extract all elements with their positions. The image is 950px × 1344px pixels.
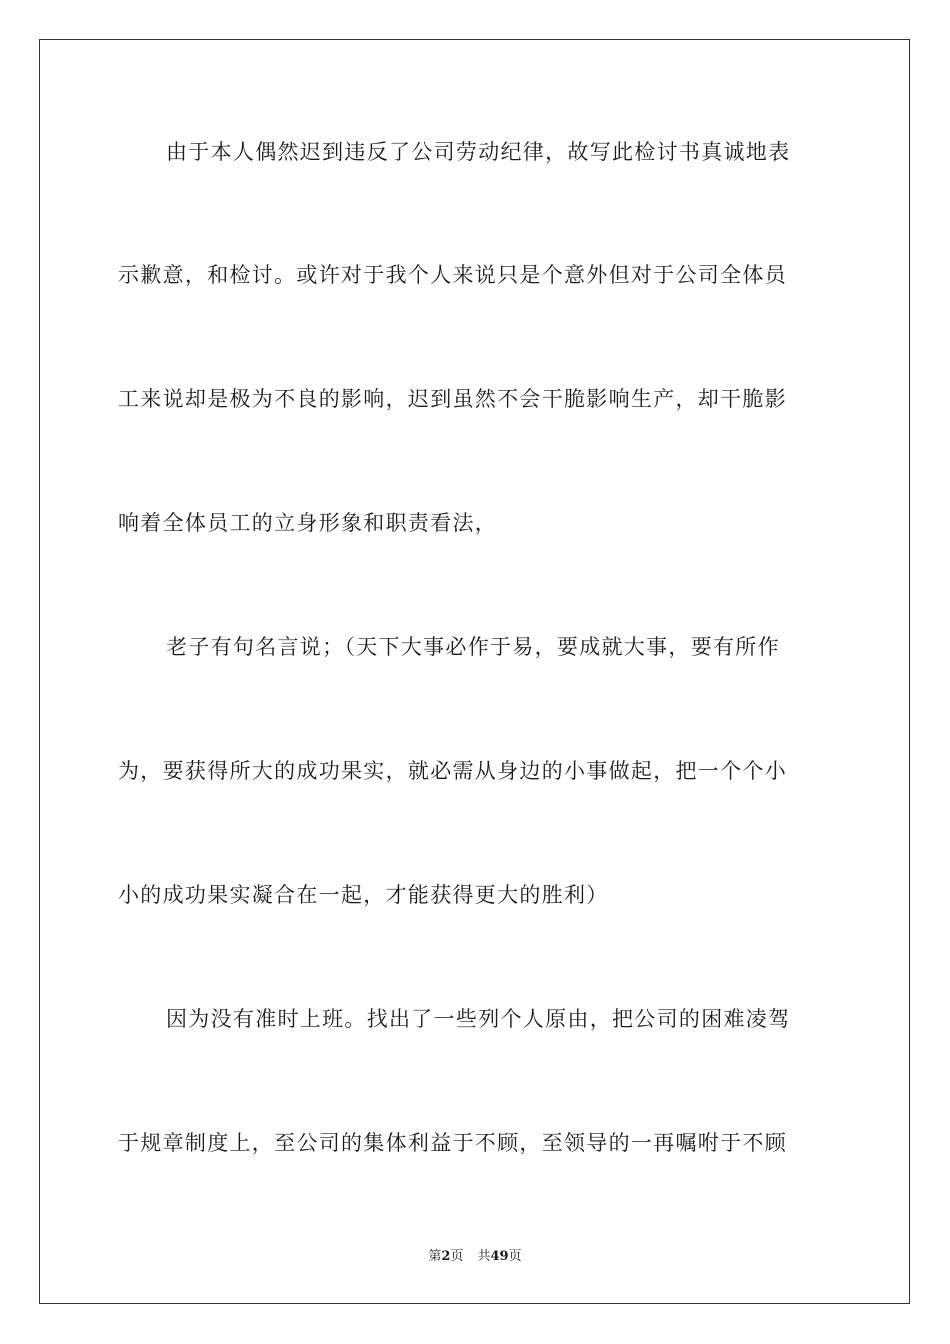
page-number: 2: [441, 1249, 451, 1264]
total-pages: 49: [490, 1249, 509, 1264]
paragraph-line: 示歉意，和检讨。或许对于我个人来说只是个意外但对于公司全体员: [118, 263, 787, 287]
total-prefix: 共: [477, 1249, 491, 1264]
paragraph-line: 于规章制度上，至公司的集体利益于不顾，至领导的一再嘱咐于不顾: [118, 1131, 787, 1155]
page-border: [39, 39, 910, 1304]
paragraph-line: 由于本人偶然迟到违反了公司劳动纪律，故写此检讨书真诚地表: [166, 140, 791, 164]
page-prefix: 第: [428, 1249, 442, 1264]
total-suffix: 页: [508, 1249, 522, 1264]
paragraph-line: 为，要获得所大的成功果实，就必需从身边的小事做起，把一个个小: [118, 759, 787, 783]
paragraph-line: 老子有句名言说；（天下大事必作于易，要成就大事，要有所作: [166, 635, 780, 659]
paragraph-line: 因为没有准时上班。找出了一些列个人原由，把公司的困难凌驾: [166, 1007, 791, 1031]
paragraph-line: 小的成功果实凝合在一起，才能获得更大的胜利）: [118, 883, 609, 907]
page-footer: [0, 1248, 950, 1266]
paragraph-line: 响着全体员工的立身形象和职责看法，: [118, 511, 498, 535]
paragraph-line: 工来说却是极为不良的影响，迟到虽然不会干脆影响生产，却干脆影: [118, 387, 787, 411]
page-suffix: 页: [450, 1249, 464, 1264]
